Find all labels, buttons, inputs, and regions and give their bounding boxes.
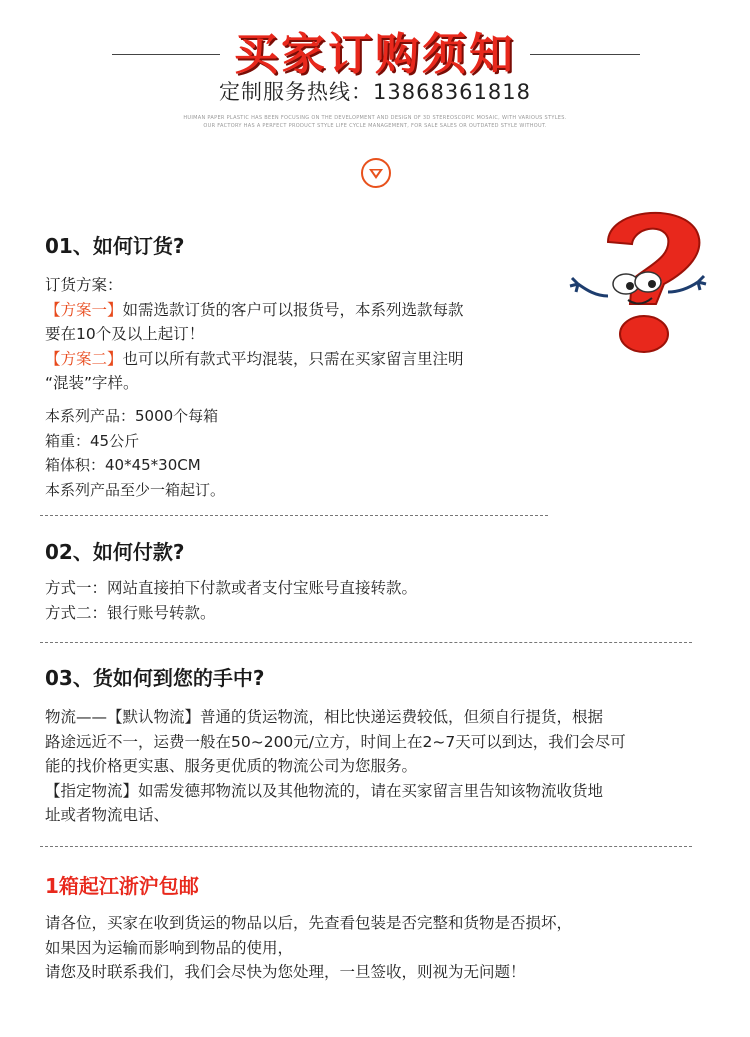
delivery-line-3: 能的找价格更实惠、服务更优质的物流公司为您服务。 [45,757,418,775]
divider-2 [40,642,692,643]
notice-line-1: 请各位，买家在收到货运的物品以后，先查看包装是否完整和货物是否损坏， [45,914,573,932]
plan2-text-a: 也可以所有款式平均混装，只需在买家留言里注明 [122,349,464,368]
divider-3 [40,846,692,847]
fine-print-1: HUIMAN PAPER PLASTIC HAS BEEN FOCUSING ON THE DEVELOPMENT AND DESIGN OF 3D STEREOSCOPIC MOSAIC, WITH VARIOUS STYLES. [183,115,567,121]
plan1-tag: 【方案一】 [45,300,123,319]
divider-1 [40,515,548,516]
spec-line-1: 本系列产品：5000个每箱 [45,407,219,425]
delivery-line-2: 路途远近不一，运费一般在50~200元/立方，时间上在2~7天可以到达，我们会尽可 [45,732,626,751]
free-shipping-promo: 1箱起江浙沪包邮 [45,874,199,898]
delivery-block [45,705,626,828]
chevron-down-circle-icon [361,158,391,188]
page-title: 买家订购须知 [234,29,516,80]
hotline-text: 定制服务热线：13868361818 [219,80,531,104]
spec-block [45,404,225,502]
fine-print-2: OUR FACTORY HAS A PERFECT PRODUCT STYLE LIFE CYCLE MANAGEMENT, FOR SALE SALES OR OUTDATED STYLE WITHOUT. [203,123,547,129]
spec-line-3: 箱体积：40*45*30CM [45,456,201,474]
plan1-line-1 [45,298,464,323]
question-mark-mascot-icon [568,200,708,360]
order-plan-block [45,273,464,396]
plan1-line-2: 要在10个及以上起订！ [45,325,205,343]
spec-line-4: 本系列产品至少一箱起订。 [45,480,226,499]
order-intro: 订货方案： [45,276,123,294]
delivery-line-1: 物流——【默认物流】普通的货运物流，相比快递运费较低，但须自行提货，根据 [45,708,604,726]
section-heading-payment: 02、如何付款? [45,540,185,564]
plan1-text-a: 如需选款订货的客户可以报货号，本系列选款每款 [122,300,464,319]
payment-line-1: 方式一：网站直接拍下付款或者支付宝账号直接转款。 [45,579,418,597]
receipt-notice-block [45,911,572,985]
plan2-line-2: “混装”字样。 [45,374,139,392]
spec-line-2: 箱重：45公斤 [45,431,140,450]
delivery-line-4: 【指定物流】如需发德邦物流以及其他物流的，请在买家留言里告知该物流收货地 [45,781,604,800]
section-heading-order: 01、如何订货? [45,234,185,258]
payment-block [45,576,417,625]
notice-line-2: 如果因为运输而影响到物品的使用， [45,938,294,957]
section-heading-delivery: 03、货如何到您的手中? [45,666,265,690]
notice-line-3: 请您及时联系我们，我们会尽快为您处理，一旦签收，则视为无问题！ [45,963,526,981]
plan2-line-1 [45,347,464,372]
delivery-line-5: 址或者物流电话、 [45,806,170,824]
plan2-tag: 【方案二】 [45,349,123,368]
payment-line-2: 方式二：银行账号转款。 [45,603,216,622]
